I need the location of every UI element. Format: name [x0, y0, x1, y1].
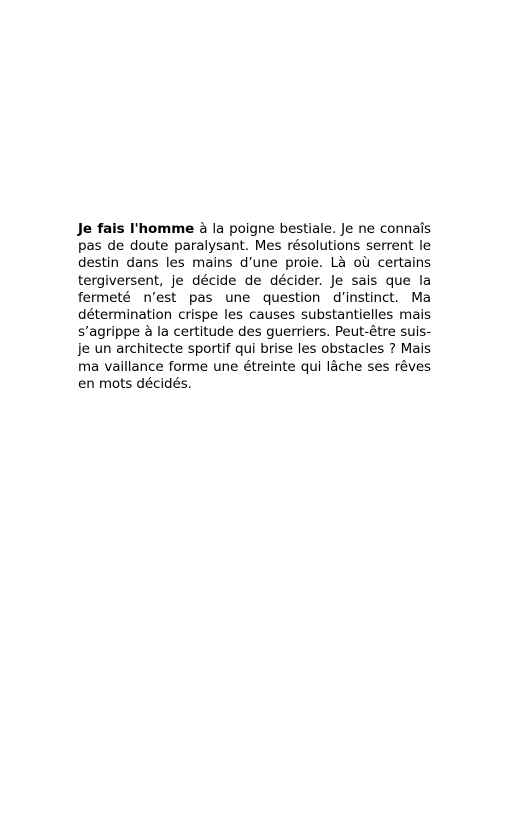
- paragraph-body: à la poigne bestiale. Je ne connaîs pas de doute paralysant. Mes résolutions serrent le destin dans les mains d’une proie. Là où certains tergiversent, je décide de décider. Je sais que la fermeté n’est pas une question d’instinct. Ma détermination crispe les causes substantielles mais s’agrippe à la certitude des guerriers. Peut-être suis-je un architecte sportif qui brise les obstacles ? Mais ma vaillance forme une étreinte qui lâche ses rêves en mots décidés.: [78, 221, 431, 392]
- lead-phrase: Je fais l'homme: [78, 221, 195, 237]
- poem-paragraph: [78, 221, 431, 393]
